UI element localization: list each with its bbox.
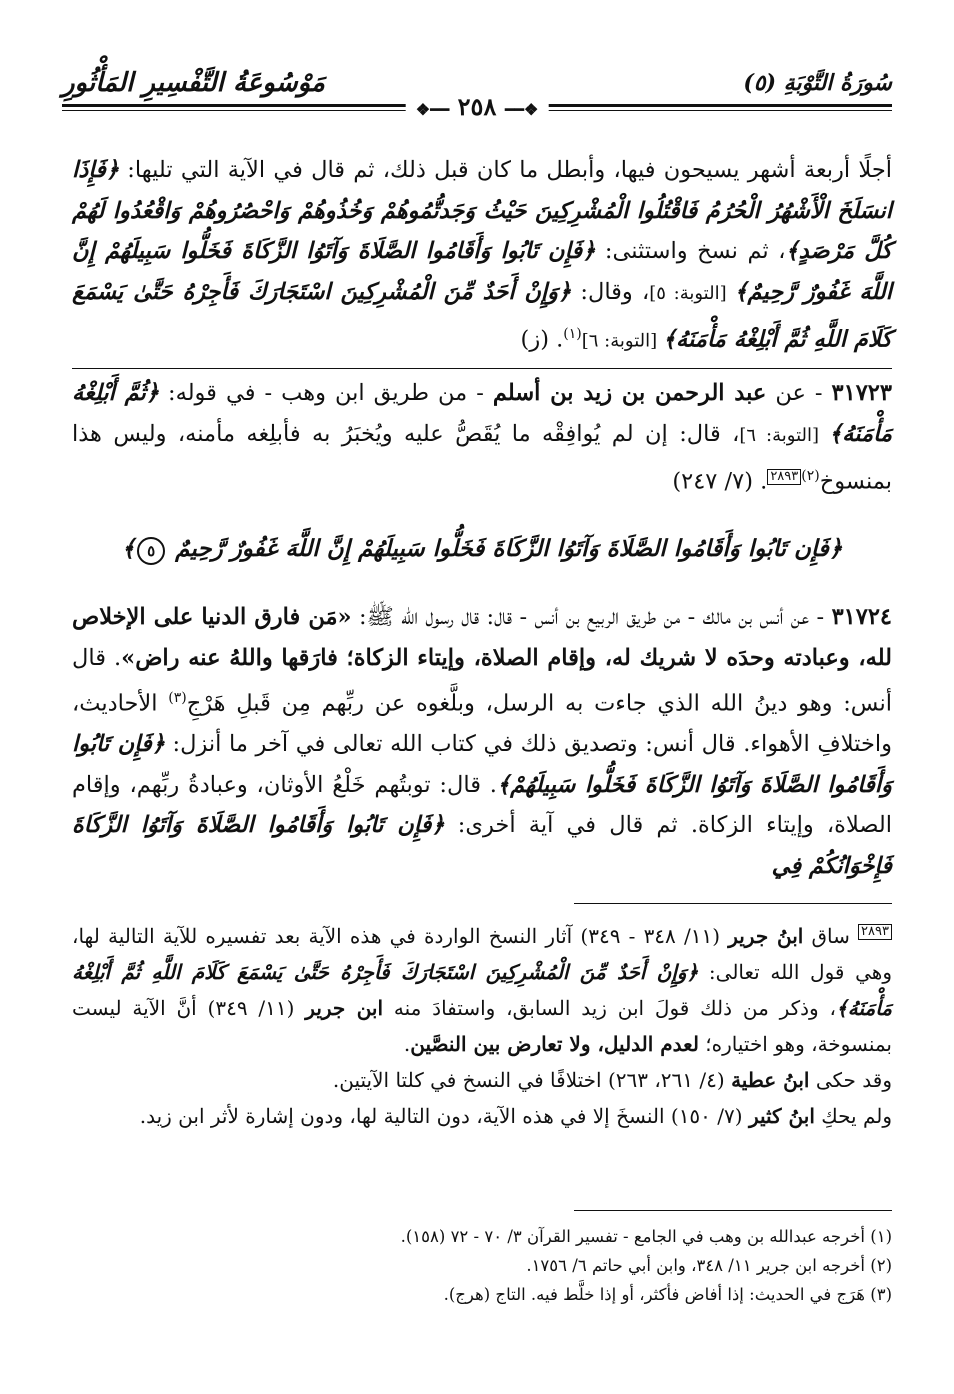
- quran-quote: ﴿ثُمَّ أَبْلِغْهُ مَأْمَنَهُ﴾: [72, 380, 892, 447]
- text-run: . (٧/ ٢٤٧): [672, 468, 768, 495]
- main-text-block-2: [72, 597, 892, 886]
- note-box-number: ٢٨٩٣: [858, 924, 892, 940]
- note-paragraph: [72, 918, 892, 1062]
- narrator-name: عبد الرحمن بن زيد بن أسلم: [492, 380, 767, 406]
- page-number: [406, 92, 549, 121]
- editorial-notes: [72, 918, 892, 1134]
- text-run: . قال أنس: وهو دينُ الله الذي جاءت به الرسل، وبلَّغوه عن ربِّهم مِن قَبلِ هَرْجِ: [72, 644, 892, 717]
- footnotes-separator: [574, 1210, 892, 1211]
- verse-heading: [72, 535, 892, 565]
- text-run: ، ثم نسخ واستثنى:: [595, 238, 786, 264]
- text-run: ساق: [803, 924, 859, 948]
- narration-31723: [72, 373, 892, 502]
- scholar-name: ابنُ عطية: [731, 1068, 810, 1092]
- text-run: ، وقال:: [571, 278, 650, 305]
- hadith-text: «مَن فارق الدنيا على الإخلاص لله، وعبادته وحدَه لا شريك له، وإقام الصلاة، وإيتاء الزكاة؛ فارَقها واللهُ عنه راض»: [72, 604, 893, 671]
- text-run: .: [403, 1032, 411, 1056]
- text-run: ، قال: إن لم يُوافِقْه ما يُقَصُّ عليه ويُخبَرُ به فأبلِغه مأمنه، وليس هذا بمنسوخ: [72, 420, 892, 495]
- surah-title: سُورَةُ التَّوْبَةِ (٥): [743, 70, 892, 96]
- text-run: - من طريق ابن وهب - في قوله:: [159, 380, 493, 406]
- quran-quote: ﴿فَإِن تَابُوا وَأَقَامُوا الصَّلَاةَ وَآتَوُا الزَّكَاةَ فَخَلُّوا سَبِيلَهُمْ﴾: [72, 731, 892, 798]
- footnote-marker: (٣): [168, 690, 187, 706]
- scholar-name: ابنُ كثير: [748, 1104, 815, 1128]
- notes-separator: [574, 903, 892, 904]
- verse-reference: [التوبة: ٥]: [649, 282, 735, 304]
- narration-31724: [72, 597, 892, 886]
- verse-reference: [التوبة: ٦]: [581, 330, 663, 352]
- quran-quote: ﴿فَإِذَا انسَلَخَ الْأَشْهُرُ الْحُرُمُ فَاقْتُلُوا الْمُشْرِكِينَ حَيْثُ وَجَدتُّمُوهُمْ وَخُذُوهُمْ وَاحْصُرُوهُمْ وَاقْعُدُوا لَهُمْ كُلَّ مَرْصَدٍ﴾: [72, 157, 892, 264]
- paragraph-continuation: [72, 150, 892, 362]
- footnotes: [72, 1222, 892, 1309]
- text-run: (٤/ ٢٦١، ٢٦٣) اختلافًا في النسخ في كلتا الآيتين.: [332, 1068, 732, 1092]
- quran-quote: ﴿فَإِن تَابُوا وَأَقَامُوا الصَّلَاةَ وَآتَوُا الزَّكَاةَ فَإِخْوَانُكُمْ فِي: [72, 812, 892, 879]
- narration-number: ٣١٧٢٤: [831, 604, 892, 630]
- scholar-name: ابن جرير: [305, 996, 384, 1020]
- entry-divider: [72, 368, 892, 369]
- text-run: وقد حكى: [809, 1068, 892, 1092]
- verse-heading-close: ﴾: [121, 535, 136, 562]
- ornament-icon: ❖━━: [504, 100, 539, 119]
- text-run: . (ز): [520, 326, 564, 353]
- text-run: أجلًا أربعة أشهر يسيحون فيها، وأبطل ما كان قبل ذلك، ثم قال في الآية التي تليها:: [119, 157, 892, 183]
- emphasis-text: لعدم الدليل، ولا تعارض بين النصَّين: [410, 1032, 699, 1056]
- page-header: [62, 64, 892, 126]
- text-run: ، وذكر من ذلك قولَ ابن زيد السابق، واستفادَ منه: [383, 996, 836, 1020]
- verse-reference: [التوبة: ٦]: [739, 424, 829, 446]
- verse-heading-text: ﴿فَإِن تَابُوا وَأَقَامُوا الصَّلَاةَ وَآتَوُا الزَّكَاةَ فَخَلُّوا سَبِيلَهُمْ إِنَّ اللَّهَ غَفُورٌ رَّحِيمٌ: [175, 535, 843, 562]
- note-paragraph: [72, 1062, 892, 1098]
- footnote-marker: (٢): [801, 468, 820, 484]
- text-run: (١١/ ٣٤٩) أنَّ الآية ليست بمنسوخة، وهو اختياره؛: [72, 996, 892, 1056]
- footnote-3: (٣) هَرَج في الحديث: إذا أفاض فأكثر، أو إذا خلَّط فيه. التاج (هرج).: [443, 1285, 892, 1304]
- scholar-name: ابنُ جرير: [728, 924, 804, 948]
- text-run: ولم يحكِ: [814, 1104, 892, 1128]
- quran-quote: ﴿فَإِن تَابُوا وَأَقَامُوا الصَّلَاةَ وَآتَوُا الزَّكَاةَ فَخَلُّوا سَبِيلَهُمْ إِنَّ اللَّهَ غَفُورٌ رَّحِيمٌ﴾: [72, 238, 892, 305]
- book-title: مَوْسُوعَةُ التَّفْسِيرِ المَأْثُورِ: [62, 68, 325, 98]
- text-run: الأحاديث، واختلافِ الأهواء. قال أنس: وتصديق ذلك في كتاب الله تعالى في آخر ما أنزل:: [72, 690, 892, 757]
- text-run: (٧/ ١٥٠) النسخَ إلا في هذه الآية، دون التالية لها، ودون إشارة لأثر ابن زيد.: [139, 1104, 749, 1128]
- note-box-number: ٢٨٩٣: [767, 469, 801, 485]
- text-run: - عن أنس بن مالك - من طريق الربيع بن أنس - قال: قال رسول الله ﷺ:: [351, 604, 832, 630]
- page-number-value: ٢٥٨: [457, 92, 497, 121]
- text-run: (١١/ ٣٤٨ - ٣٤٩) آثار النسخ الواردة في هذه الآية بعد تفسيره للآية التالية لها، وهي قول الله تعالى:: [72, 924, 892, 984]
- footnote-marker: (١): [563, 326, 582, 342]
- footnote-1: (١) أخرجه عبدالله بن وهب في الجامع - تفسير القرآن ٣/ ٧٠ - ٧٢ (١٥٨).: [400, 1227, 892, 1246]
- ornament-icon: ━━❖: [415, 100, 450, 119]
- text-run: . قال: توبتُهم خَلْعُ الأوثان، وعبادةُ ربِّهم، وإقام الصلاة، وإيتاء الزكاة. ثم قال في آية أخرى:: [72, 771, 892, 838]
- footnote-2: (٢) أخرجه ابن جرير ١١/ ٣٤٨، وابن أبي حاتم ٦/ ١٧٥٦.: [526, 1256, 892, 1275]
- quran-quote: ﴿وَإِنْ أَحَدٌ مِّنَ الْمُشْرِكِينَ اسْتَجَارَكَ فَأَجِرْهُ حَتَّىٰ يَسْمَعَ كَلَامَ اللَّهِ ثُمَّ أَبْلِغْهُ مَأْمَنَهُ﴾: [72, 278, 892, 353]
- ayah-number-icon: ٥: [137, 537, 165, 565]
- narration-number: ٣١٧٢٣: [831, 380, 892, 406]
- text-run: - عن: [766, 380, 832, 406]
- note-paragraph: [72, 1098, 892, 1134]
- main-text-block-1: [72, 150, 892, 502]
- quran-quote: ﴿وَإِنْ أَحَدٌ مِّنَ الْمُشْرِكِينَ اسْتَجَارَكَ فَأَجِرْهُ حَتَّىٰ يَسْمَعَ كَلَامَ اللَّهِ ثُمَّ أَبْلِغْهُ مَأْمَنَهُ﴾: [72, 960, 892, 1020]
